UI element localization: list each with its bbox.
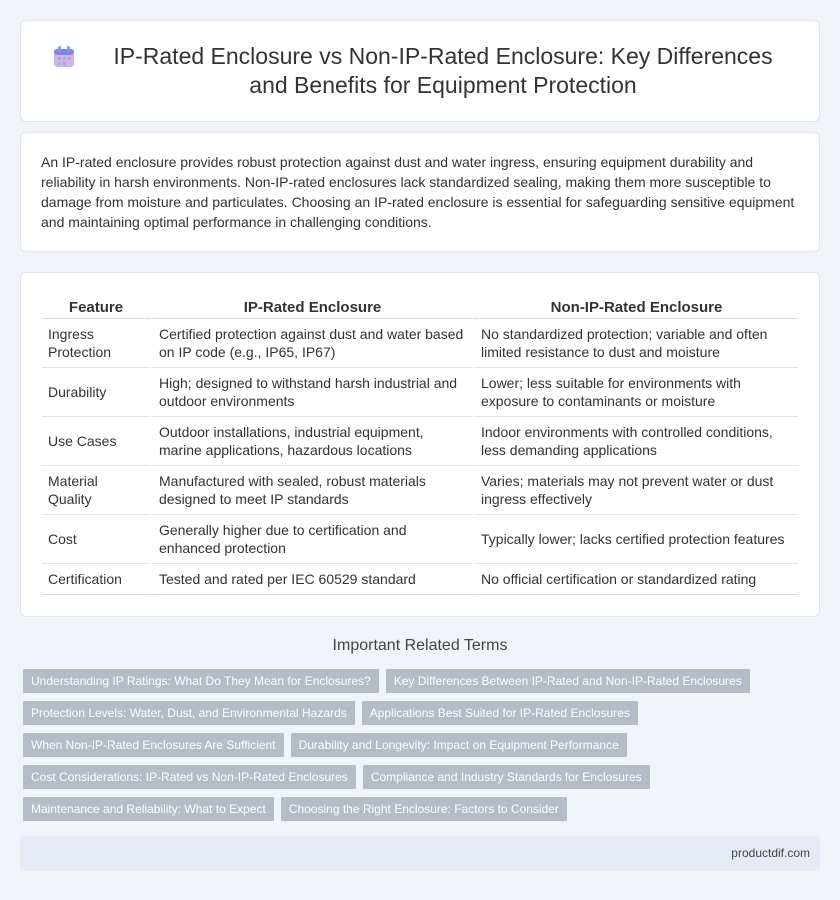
comparison-card bbox=[20, 272, 820, 617]
feature-cell: Cost bbox=[42, 515, 150, 564]
tag-row bbox=[23, 669, 813, 693]
related-term-link[interactable]: Protection Levels: Water, Dust, and Environmental Hazards bbox=[23, 701, 355, 725]
related-term-link[interactable]: Understanding IP Ratings: What Do They Mean for Enclosures? bbox=[23, 669, 379, 693]
table-row bbox=[42, 515, 798, 564]
comparison-table bbox=[42, 295, 798, 595]
non-ip-rated-cell: No official certification or standardized rating bbox=[472, 564, 798, 595]
page-title: IP-Rated Enclosure vs Non-IP-Rated Enclosure: Key Differences and Benefits for Equipment Protection bbox=[113, 43, 773, 98]
table-row bbox=[42, 466, 798, 515]
footer bbox=[20, 836, 820, 871]
table-row bbox=[42, 368, 798, 417]
non-ip-rated-cell: Indoor environments with controlled conditions, less demanding applications bbox=[472, 417, 798, 466]
related-term-link[interactable]: Maintenance and Reliability: What to Expect bbox=[23, 797, 274, 821]
calendar-icon bbox=[51, 44, 77, 70]
header-feature: Feature bbox=[42, 295, 150, 319]
table-header-row bbox=[42, 295, 798, 319]
intro-paragraph: An IP-rated enclosure provides robust protection against dust and water ingress, ensuring equipment durability and reliability in harsh environments. Non-IP-rated enclosures lack standardized sealing, making them more susceptible to damage from moisture and particulates. Choosing an IP-rated enclosure is essential for safeguarding sensitive equipment and maintaining optimal performance in challenging conditions. bbox=[41, 154, 795, 230]
ip-rated-cell: Generally higher due to certification and enhanced protection bbox=[150, 515, 472, 564]
table-row bbox=[42, 564, 798, 595]
non-ip-rated-cell: Lower; less suitable for environments with exposure to contaminants or moisture bbox=[472, 368, 798, 417]
feature-cell: Ingress Protection bbox=[42, 319, 150, 368]
title-card bbox=[20, 20, 820, 122]
ip-rated-cell: High; designed to withstand harsh industrial and outdoor environments bbox=[150, 368, 472, 417]
related-terms-list bbox=[23, 669, 813, 829]
related-term-link[interactable]: Key Differences Between IP-Rated and Non-IP-Rated Enclosures bbox=[386, 669, 750, 693]
related-term-link[interactable]: Applications Best Suited for IP-Rated Enclosures bbox=[362, 701, 638, 725]
intro-card bbox=[20, 132, 820, 252]
related-term-link[interactable]: Compliance and Industry Standards for Enclosures bbox=[363, 765, 650, 789]
non-ip-rated-cell: Typically lower; lacks certified protection features bbox=[472, 515, 798, 564]
ip-rated-cell: Tested and rated per IEC 60529 standard bbox=[150, 564, 472, 595]
feature-cell: Certification bbox=[42, 564, 150, 595]
ip-rated-cell: Manufactured with sealed, robust materials designed to meet IP standards bbox=[150, 466, 472, 515]
non-ip-rated-cell: No standardized protection; variable and often limited resistance to dust and moisture bbox=[472, 319, 798, 368]
table-row bbox=[42, 417, 798, 466]
tag-row bbox=[23, 765, 813, 789]
related-term-link[interactable]: Durability and Longevity: Impact on Equipment Performance bbox=[291, 733, 627, 757]
related-terms-heading: Important Related Terms bbox=[332, 637, 508, 654]
tag-row bbox=[23, 733, 813, 757]
header-ip-rated: IP-Rated Enclosure bbox=[150, 295, 472, 319]
related-term-link[interactable]: When Non-IP-Rated Enclosures Are Sufficient bbox=[23, 733, 284, 757]
site-name[interactable]: productdif.com bbox=[731, 846, 810, 860]
feature-cell: Use Cases bbox=[42, 417, 150, 466]
tag-row bbox=[23, 701, 813, 725]
table-row bbox=[42, 319, 798, 368]
header-non-ip-rated: Non-IP-Rated Enclosure bbox=[472, 295, 798, 319]
related-term-link[interactable]: Cost Considerations: IP-Rated vs Non-IP-Rated Enclosures bbox=[23, 765, 356, 789]
related-term-link[interactable]: Choosing the Right Enclosure: Factors to Consider bbox=[281, 797, 567, 821]
feature-cell: Durability bbox=[42, 368, 150, 417]
non-ip-rated-cell: Varies; materials may not prevent water or dust ingress effectively bbox=[472, 466, 798, 515]
ip-rated-cell: Certified protection against dust and water based on IP code (e.g., IP65, IP67) bbox=[150, 319, 472, 368]
feature-cell: Material Quality bbox=[42, 466, 150, 515]
ip-rated-cell: Outdoor installations, industrial equipment, marine applications, hazardous locations bbox=[150, 417, 472, 466]
tag-row bbox=[23, 797, 813, 821]
